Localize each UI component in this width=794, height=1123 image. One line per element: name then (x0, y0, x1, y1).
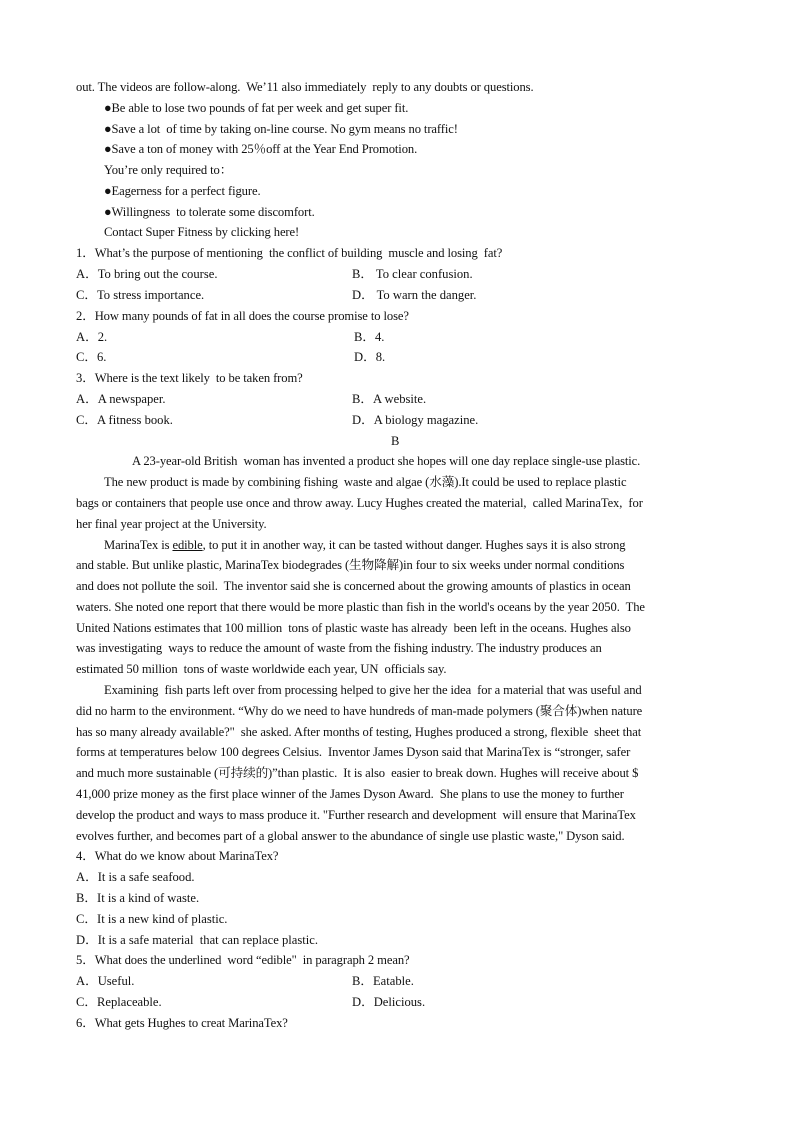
passage-line: waters. She noted one report that there would be more plastic than fish in the world's oceans by the year 2050. The (76, 600, 645, 614)
passage-line: develop the product and ways to mass produce it. "Further research and development will ensure that MarinaTex (76, 808, 636, 822)
answer-option: B．A website. (352, 392, 427, 406)
answer-option: B．4. (354, 330, 385, 344)
question-stem: 4．What do we know about MarinaTex? (76, 849, 279, 863)
answer-option: D．It is a safe material that can replace plastic. (76, 933, 318, 947)
question-stem: 2．How many pounds of fat in all does the course promise to lose? (76, 309, 409, 323)
answer-option: D．A biology magazine. (352, 413, 479, 427)
contact-line: Contact Super Fitness by clicking here! (104, 225, 300, 239)
answer-option: A．A newspaper. (76, 392, 166, 406)
passage-line: 41,000 prize money as the first place winner of the James Dyson Award. She plans to use the money to further (76, 787, 624, 801)
answer-option: C．It is a new kind of plastic. (76, 912, 228, 926)
passage-line: and stable. But unlike plastic, MarinaTex biodegrades (生物降解)in four to six weeks under normal conditions (76, 558, 625, 572)
section-heading: B (391, 434, 400, 448)
passage-line: estimated 50 million tons of waste worldwide each year, UN officials say. (76, 662, 447, 676)
passage-line: bags or containers that people use once and throw away. Lucy Hughes created the material, called MarinaTex, for (76, 496, 643, 510)
answer-option: B．Eatable. (352, 974, 414, 988)
passage-line: forms at temperatures below 100 degrees Celsius. Inventor James Dyson said that MarinaTex is “stronger, safer (76, 745, 631, 759)
answer-option: D．Delicious. (352, 995, 426, 1009)
passage-line: and does not pollute the soil. The inventor said she is concerned about the growing amounts of plastics in ocean (76, 579, 631, 593)
underlined-word: edible (172, 538, 203, 552)
answer-option: B． To clear confusion. (352, 267, 473, 281)
question-stem: 1．What’s the purpose of mentioning the conflict of building muscle and losing fat? (76, 246, 503, 260)
answer-option: D． To warn the danger. (352, 288, 477, 302)
passage-line: has so many already available?" she asked. After months of testing, Hughes produced a strong, flexible sheet that (76, 725, 642, 739)
passage-line: did no harm to the environment. “Why do we need to have hundreds of man-made polymers (聚合体)when nature (76, 704, 643, 718)
answer-option: A．It is a safe seafood. (76, 870, 195, 884)
question-stem: 6．What gets Hughes to creat MarinaTex? (76, 1016, 288, 1030)
answer-option: C．A fitness book. (76, 413, 173, 427)
answer-option: A．2. (76, 330, 108, 344)
passage-line (104, 537, 626, 553)
bullet-item: ●Be able to lose two pounds of fat per week and get super fit. (104, 101, 409, 115)
intro-line: out. The videos are follow-along. We’11 also immediately reply to any doubts or questions. (76, 80, 534, 94)
required-item: ●Eagerness for a perfect figure. (104, 184, 261, 198)
required-label: You’re only required to： (104, 163, 233, 177)
answer-option: C．6. (76, 350, 107, 364)
passage-text: MarinaTex is (104, 538, 173, 552)
passage-line: United Nations estimates that 100 million tons of plastic waste has already been left in the oceans. Hughes also (76, 621, 631, 635)
answer-option: C．Replaceable. (76, 995, 162, 1009)
passage-line: evolves further, and becomes part of a global answer to the abundance of single use plastic waste," Dyson said. (76, 829, 625, 843)
passage-lead: A 23-year-old British woman has invented a product she hopes will one day replace single-use plastic. (132, 454, 641, 468)
passage-text: , to put it in another way, it can be tasted without danger. Hughes says it is also strong (202, 538, 626, 552)
passage-line: her final year project at the University. (76, 517, 267, 531)
required-item: ●Willingness to tolerate some discomfort. (104, 205, 315, 219)
answer-option: D．8. (354, 350, 386, 364)
answer-option: A．Useful. (76, 974, 135, 988)
passage-line: was investigating ways to reduce the amount of waste from the fishing industry. The industry produces an (76, 641, 602, 655)
passage-line: and much more sustainable (可持续的)”than plastic. It is also easier to break down. Hughes will receive about $ (76, 766, 639, 780)
bullet-item: ●Save a ton of money with 25％off at the Year End Promotion. (104, 142, 418, 156)
passage-line: The new product is made by combining fishing waste and algae (水藻).It could be used to replace plastic (104, 475, 627, 489)
bullet-item: ●Save a lot of time by taking on-line course. No gym means no traffic! (104, 122, 458, 136)
passage-line: Examining fish parts left over from processing helped to give her the idea for a material that was useful and (104, 683, 642, 697)
answer-option: B．It is a kind of waste. (76, 891, 200, 905)
question-stem: 3．Where is the text likely to be taken from? (76, 371, 303, 385)
answer-option: A．To bring out the course. (76, 267, 218, 281)
answer-option: C．To stress importance. (76, 288, 205, 302)
question-stem: 5．What does the underlined word “edible" in paragraph 2 mean? (76, 953, 410, 967)
